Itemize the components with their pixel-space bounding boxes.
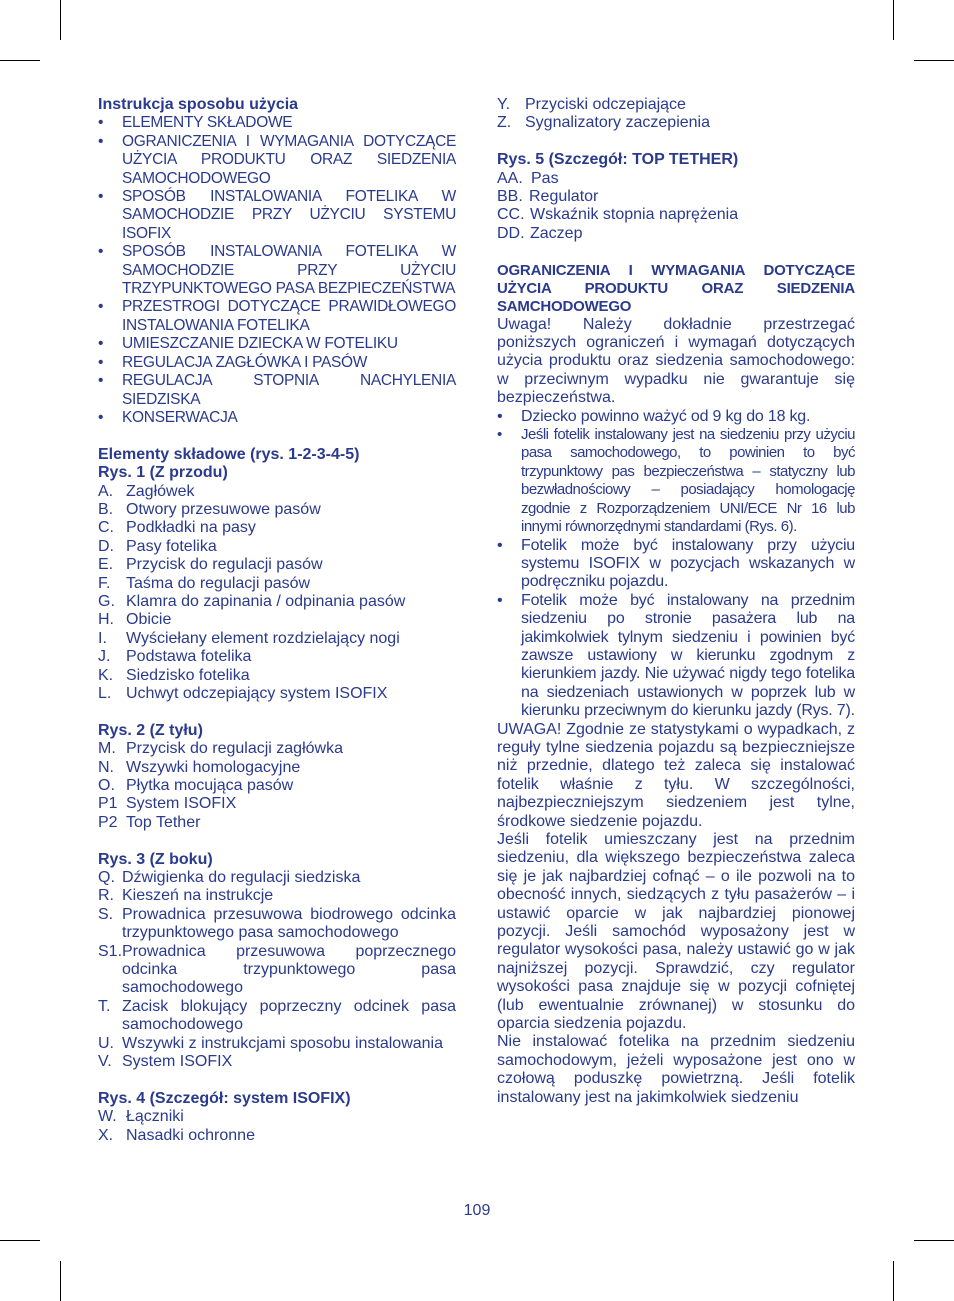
list-item: T. Zacisk blokujący poprzeczny odcinek pasa samochodowego	[98, 997, 456, 1034]
crop-mark-right-bottom	[914, 1240, 954, 1241]
toc-item: • REGULACJA ZAGŁÓWKA I PASÓW	[98, 354, 456, 372]
list-item: R. Kieszeń na instrukcje	[98, 887, 274, 905]
crop-mark-right-top	[914, 60, 954, 61]
list-item: L. Uchwyt odczepiający system ISOFIX	[98, 684, 388, 702]
toc-item: • SPOSÓB INSTALOWANIA FOTELIKA W SAMOCHODZIE PRZY UŻYCIU SYSTEMU ISOFIX	[98, 188, 456, 243]
list-item: V. System ISOFIX	[98, 1053, 233, 1071]
components-title: Elementy składowe (rys. 1-2-3-4-5)	[98, 445, 360, 463]
list-item: BB. Regulator	[497, 188, 599, 206]
list-item: U. Wszywki z instrukcjami sposobu instalowania	[98, 1034, 443, 1052]
toc-item: • UMIESZCZANIE DZIECKA W FOTELIKU	[98, 335, 456, 353]
limits-intro: Uwaga! Należy dokładnie przestrzegać poniższych ograniczeń i wymagań dotyczących użycia produktu oraz siedzenia samochodowego: w przeciwnym wypadku nie gwarantuje się bezpieczeństwa.	[497, 315, 855, 407]
fig2-title: Rys. 2 (Z tyłu)	[98, 721, 203, 739]
list-item: H. Obicie	[98, 611, 172, 629]
list-item: N. Wszywki homologacyjne	[98, 758, 301, 776]
list-item: • Dziecko powinno ważyć od 9 kg do 18 kg.	[497, 408, 855, 426]
toc-title: Instrukcja sposobu użycia	[98, 96, 299, 113]
list-item: Y. Przyciski odczepiające	[497, 96, 686, 113]
list-item: S1. Prowadnica przesuwowa poprzecznego odcinka trzypunktowego pasa samochodowego	[98, 942, 456, 997]
list-item: E. Przycisk do regulacji pasów	[98, 556, 323, 574]
limits-list	[497, 408, 855, 721]
list-item: Q. Dźwigienka do regulacji siedziska	[98, 869, 361, 887]
fig1-title: Rys. 1 (Z przodu)	[98, 464, 228, 482]
list-item: C. Podkładki na pasy	[98, 519, 256, 537]
left-column	[98, 96, 456, 1145]
toc-item: • OGRANICZENIA I WYMAGANIA DOTYCZĄCE UŻYCIA PRODUKTU ORAZ SIEDZENIA SAMOCHODOWEGO	[98, 133, 456, 188]
list-item: D. Pasy fotelika	[98, 537, 217, 555]
list-item: DD. Zaczep	[497, 224, 583, 242]
fig3-list	[98, 869, 456, 1071]
toc-item: • KONSERWACJA	[98, 409, 456, 427]
fig5-list	[497, 170, 855, 244]
crop-mark-bottom-right	[893, 1261, 894, 1301]
fig4-cont-list	[497, 96, 855, 133]
list-item: B. Otwory przesuwowe pasów	[98, 500, 321, 518]
list-item: P2 Top Tether	[98, 813, 201, 831]
list-item: F. Taśma do regulacji pasów	[98, 574, 311, 592]
list-item: X. Nasadki ochronne	[98, 1126, 255, 1144]
crop-mark-top-left	[60, 0, 61, 40]
fig3-title: Rys. 3 (Z boku)	[98, 850, 213, 868]
toc-item: • PRZESTROGI DOTYCZĄCE PRAWIDŁOWEGO INSTALOWANIA FOTELIKA	[98, 298, 456, 335]
crop-mark-left-bottom	[0, 1240, 40, 1241]
list-item: Z. Sygnalizatory zaczepienia	[497, 114, 710, 132]
fig5-title: Rys. 5 (Szczegół: TOP TETHER)	[497, 151, 739, 169]
toc-item: • ELEMENTY SKŁADOWE	[98, 114, 456, 132]
right-column	[497, 96, 855, 1107]
list-item: CC. Wskaźnik stopnia naprężenia	[497, 206, 739, 224]
crop-mark-top-right	[893, 0, 894, 40]
fig2-list	[98, 740, 456, 832]
list-item: M. Przycisk do regulacji zagłówka	[98, 740, 343, 758]
fig4-title: Rys. 4 (Szczegół: system ISOFIX)	[98, 1089, 351, 1107]
warning-paragraph: UWAGA! Zgodnie ze statystykami o wypadkach, z reguły tylne siedzenia pojazdu są bezpieczniejsze niż przednie, dlatego też zaleca się instalować fotelik właśnie z tyłu. W szczególności, najbezpieczniejszym siedzeniem jest tylne, środkowe siedzenie pojazdu.	[497, 720, 855, 830]
list-item: P1 System ISOFIX	[98, 795, 237, 813]
list-item: • Fotelik może być instalowany na przednim siedzeniu po stronie pasażera lub na jakimkolwiek tylnym siedzeniu i powinien być zawsze ustawiony w kierunku zgodnym z kierunkiem jazdy. Nie używać nigdy tego fotelika na siedzeniach ustawionych w poprzek lub w kierunku przeciwnym do kierunku jazdy (Rys. 7).	[497, 592, 855, 721]
list-item: A. Zagłówek	[98, 482, 195, 500]
toc-item: • SPOSÓB INSTALOWANIA FOTELIKA W SAMOCHODZIE PRZY UŻYCIU TRZYPUNKTOWEGO PASA BEZPIECZEŃSTWA	[98, 243, 456, 298]
toc-item: • REGULACJA STOPNIA NACHYLENIA SIEDZISKA	[98, 372, 456, 409]
list-item: I. Wyściełany element rozdzielający nogi	[98, 629, 400, 647]
fig4-list	[98, 1108, 456, 1145]
list-item: S. Prowadnica przesuwowa biodrowego odcinka trzypunktowego pasa samochodowego	[98, 905, 456, 942]
crop-mark-left-top	[0, 60, 40, 61]
list-item: K. Siedzisko fotelika	[98, 666, 250, 684]
fig1-list	[98, 483, 456, 704]
list-item: AA. Pas	[497, 169, 559, 187]
list-item: • Fotelik może być instalowany przy użyciu systemu ISOFIX w pozycjach wskazanych w podręczniku pojazdu.	[497, 537, 855, 592]
warning-paragraph: Nie instalować fotelika na przednim siedzeniu samochodowym, jeżeli wyposażone jest ono w czołową poduszkę powietrzną. Jeśli fotelik instalowany jest na jakimkolwiek siedzeniu	[497, 1033, 855, 1106]
list-item: • Jeśli fotelik instalowany jest na siedzeniu przy użyciu pasa samochodowego, to powinien to być trzypunktowy pas bezpieczeństwa – statyczny lub bezwładnościowy – posiadający homologację zgodnie z Rozporządzeniem UNI/ECE Nr 16 lub innymi równorzędnymi standardami (Rys. 6).	[497, 426, 855, 536]
crop-mark-bottom-left	[60, 1261, 61, 1301]
list-item: O. Płytka mocująca pasów	[98, 777, 294, 794]
toc-list	[98, 114, 456, 427]
list-item: W. Łączniki	[98, 1108, 184, 1126]
list-item: J. Podstawa fotelika	[98, 648, 252, 666]
list-item: G. Klamra do zapinania / odpinania pasów	[98, 592, 406, 610]
page-number: 109	[463, 1202, 491, 1219]
limits-title: OGRANICZENIA I WYMAGANIA DOTYCZĄCE UŻYCIA PRODUKTU ORAZ SIEDZENIA SAMCHODOWEGO	[497, 261, 855, 315]
warning-paragraph: Jeśli fotelik umieszczany jest na przednim siedzeniu, dla większego bezpieczeństwa zaleca się je jak najbardziej cofnąć – o ile pozwoli na to obecność innych, siedzących z tyłu pasażerów – i ustawić oparcie w jak najbardziej pionowej pozycji. Jeśli samochód wyposażony jest w regulator wysokości pasa, należy ustawić go w jak najniższej pozycji. Sprawdzić, czy regulator wysokości pasa znajduje się w pozycji cofniętej (lub ewentualnie zrównanej) w stosunku do oparcia siedzenia pojazdu.	[497, 831, 855, 1033]
